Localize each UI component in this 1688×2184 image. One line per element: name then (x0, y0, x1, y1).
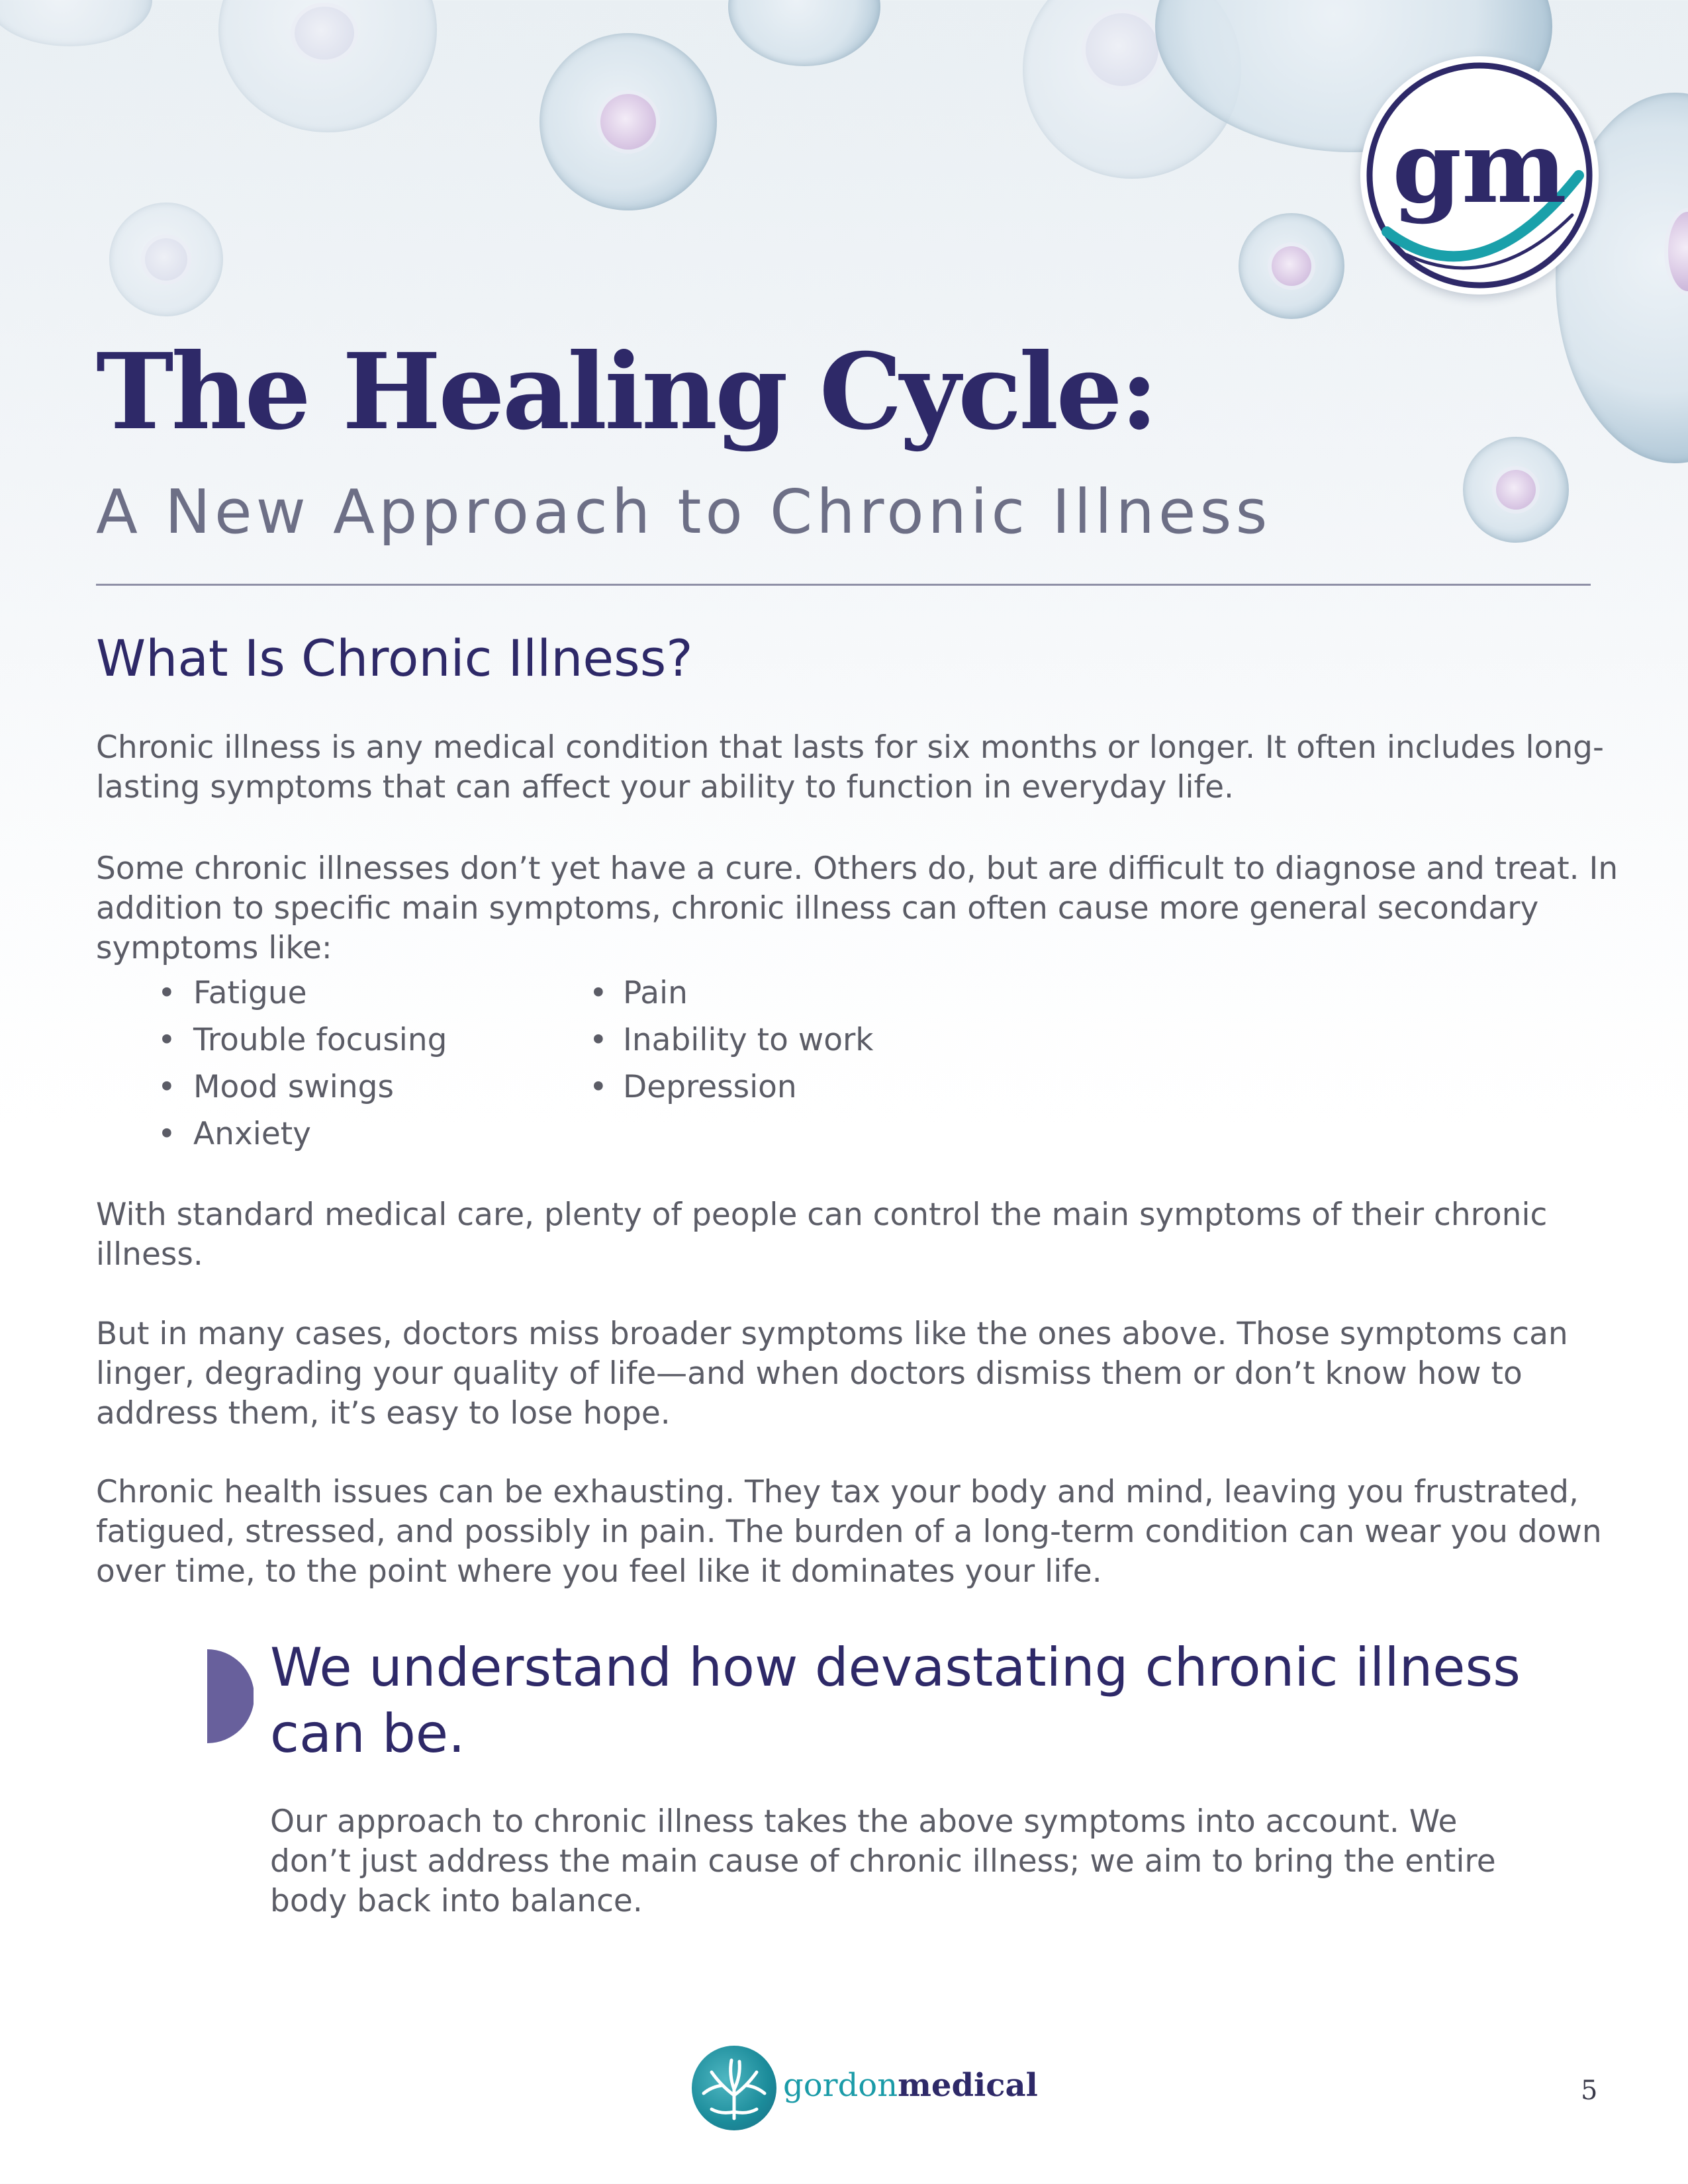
section-heading: What Is Chronic Illness? (96, 629, 693, 688)
gm-logo-swoosh-icon (1360, 56, 1599, 295)
bullet-icon: • (158, 1022, 176, 1058)
symptom-label: Anxiety (193, 1116, 311, 1152)
half-circle-icon (207, 1649, 254, 1743)
bullet-icon: • (589, 1069, 608, 1105)
list-item (589, 1064, 874, 1111)
symptom-label: Mood swings (193, 1069, 394, 1105)
list-item (589, 1017, 874, 1064)
bullet-icon: • (158, 1069, 176, 1105)
symptom-label: Depression (623, 1069, 797, 1105)
exhausting-paragraph: Chronic health issues can be exhausting. They tax your body and mind, leaving you frustrated, fatigued, stressed, and possibly in pain. The burden of a long-term condition can wear you down over time, to the point where you feel like it dominates your life. (96, 1474, 1602, 1590)
bullet-icon: • (589, 975, 608, 1011)
tree-emblem-icon (692, 2046, 776, 2130)
intro-paragraph: Chronic illness is any medical condition that lasts for six months or longer. It often includes long-lasting symptoms that can affect your ability to function in everyday life. (96, 729, 1604, 805)
bullet-icon: • (158, 975, 176, 1011)
gm-logo-text: gm (1392, 109, 1567, 226)
list-item (158, 970, 447, 1017)
gm-logo (1360, 56, 1599, 295)
symptom-list-right (589, 970, 874, 1111)
callout-heading: We understand how devastating chronic illness can be. (270, 1637, 1521, 1764)
list-item (158, 1111, 447, 1158)
footer-emblem (692, 2046, 776, 2130)
bullet-icon: • (589, 1022, 608, 1058)
footer-wordmark (783, 2067, 1038, 2104)
bullet-icon: • (158, 1116, 176, 1152)
symptom-label: Inability to work (623, 1022, 874, 1058)
list-item (589, 970, 874, 1017)
header-divider (96, 584, 1591, 586)
list-item (158, 1017, 447, 1064)
list-item (158, 1064, 447, 1111)
brand-medical: medical (898, 2067, 1038, 2104)
standard-care-paragraph: With standard medical care, plenty of people can control the main symptoms of their chronic illness. (96, 1197, 1548, 1273)
cure-paragraph: Some chronic illnesses don’t yet have a cure. Others do, but are difficult to diagnose and treat. In addition to specific main symptoms, chronic illness can often cause more general secondary symptoms like: (96, 850, 1618, 966)
symptom-label: Pain (623, 975, 688, 1011)
page-number: 5 (1581, 2075, 1598, 2106)
page-subtitle: A New Approach to Chronic Illness (96, 477, 1272, 547)
symptom-label: Fatigue (193, 975, 307, 1011)
symptom-label: Trouble focusing (193, 1022, 447, 1058)
doctors-paragraph: But in many cases, doctors miss broader symptoms like the ones above. Those symptoms can linger, degrading your quality of life—and when doctors dismiss them or don’t know how to address them, it’s easy to lose hope. (96, 1316, 1568, 1432)
brand-gordon: gordon (783, 2067, 898, 2104)
page-title: The Healing Cycle: (96, 331, 1156, 453)
callout-text: Our approach to chronic illness takes the above symptoms into account. We don’t just address the main cause of chronic illness; we aim to bring the entire body back into balance. (270, 1803, 1496, 1919)
symptom-list-left (158, 970, 447, 1158)
footer-logo (692, 2045, 1038, 2131)
